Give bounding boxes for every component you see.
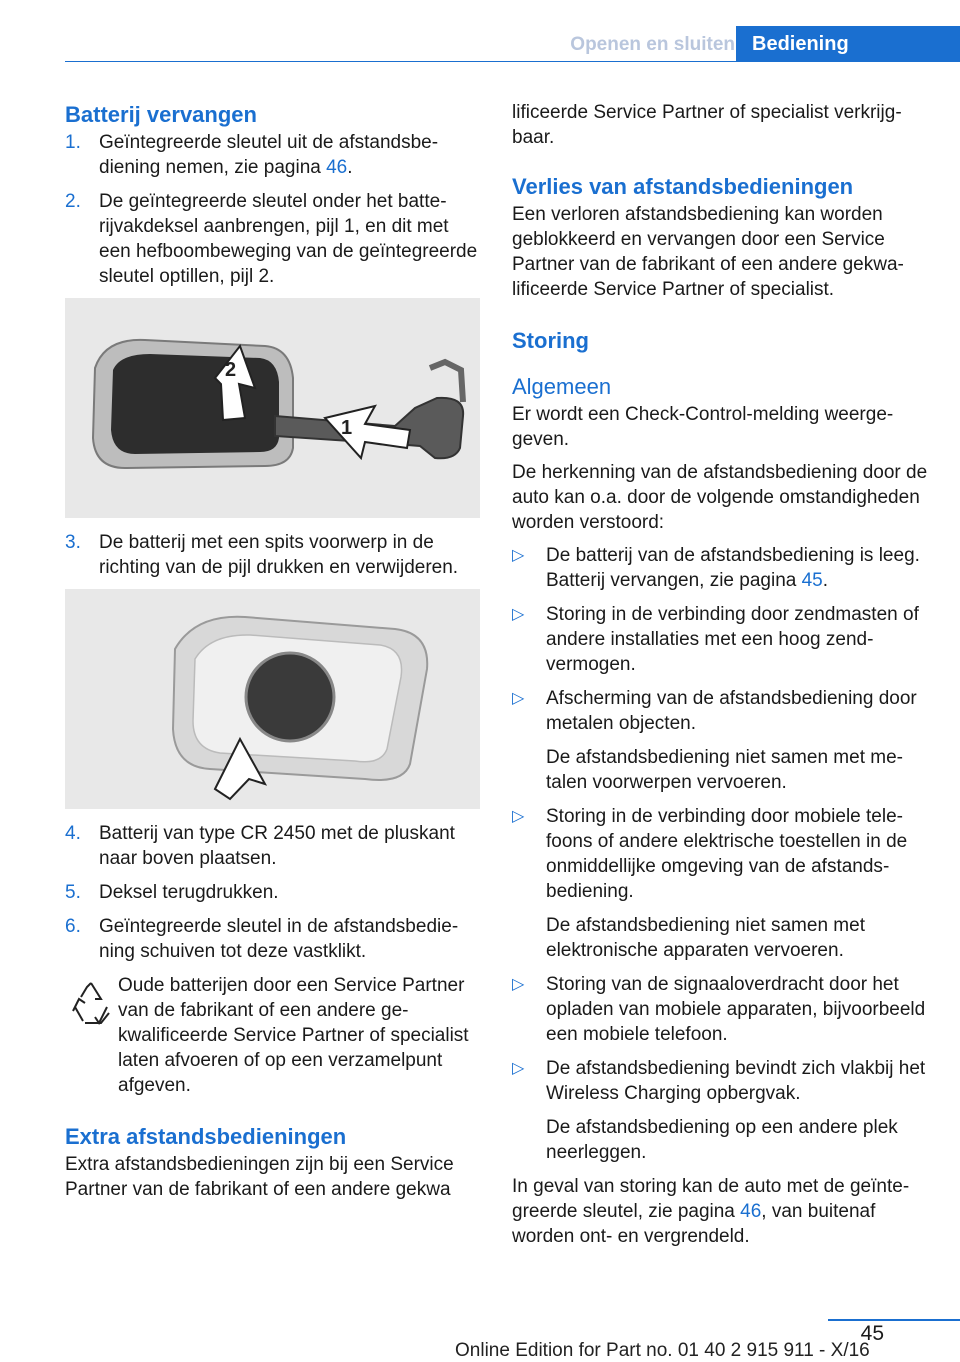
closing-para — [512, 1174, 930, 1249]
bullet-subtext: De afstandsbediening op een andere plek neerleggen. — [546, 1117, 898, 1163]
battery-remove-illustration — [65, 589, 480, 809]
page-header — [0, 0, 960, 62]
steps-list-a — [65, 130, 480, 289]
steps-list-b — [65, 530, 480, 580]
step-text: Batterij van type CR 2450 met de pluskant naar boven plaatsen. — [99, 823, 455, 869]
left-column — [65, 100, 480, 1202]
list-item — [512, 1056, 930, 1165]
step-number: 2. — [65, 191, 81, 212]
step-text: Deksel terugdrukken. — [99, 882, 279, 903]
chapter-tab[interactable]: Bediening — [736, 26, 960, 62]
page-number: 45 — [860, 1322, 884, 1345]
fault-bullet-list — [512, 543, 930, 1165]
recycle-text: Oude batterijen door een Service Partner van de fabrikant of een andere gekwalificeerde Service Partner of specialist laten afvoeren of op een verzamelpunt afgeven. — [118, 975, 469, 1096]
page-link[interactable]: 45 — [801, 570, 823, 591]
triangle-bullet-icon: ▷ — [512, 606, 525, 623]
general-para-2: De herkenning van de afstandsbediening door de auto kan o.a. door de volgende omstandigheden worden verstoord: — [512, 462, 928, 533]
extra-cont-text: lificeerde Service Partner of specialist verkrijgbaar. — [512, 102, 902, 148]
bullet-text: Afscherming van de afstandsbediening door metalen objecten. — [546, 688, 917, 734]
fault-heading: Storing — [512, 328, 589, 353]
closing-text-a: In geval van storing kan de auto met de geïntegreerde sleutel, zie pagina — [512, 1176, 910, 1222]
list-item — [65, 530, 480, 580]
list-item — [65, 821, 480, 871]
step-number: 1. — [65, 132, 81, 153]
triangle-bullet-icon: ▷ — [512, 976, 525, 993]
extra-heading: Extra afstandsbedieningen — [65, 1124, 347, 1149]
closing-text-b: , van buitenaf worden ont- en vergrendeld. — [512, 1201, 876, 1247]
section-title: Openen en sluiten — [570, 34, 735, 55]
header-rule — [65, 61, 736, 62]
recycle-note — [65, 973, 480, 1098]
bullet-subtext: De afstandsbediening niet samen met metalen voorwerpen vervoeren. — [546, 747, 903, 793]
page-link[interactable]: 46 — [326, 157, 348, 178]
figure-key-open — [65, 298, 480, 518]
step-text: De batterij met een spits voorwerp in de richting van de pijl drukken en verwijderen. — [99, 532, 459, 578]
page-footer — [0, 1318, 960, 1362]
step-text: De geïntegreerde sleutel onder het batterijvakdeksel aanbrengen, pijl 1, en dit met een hefboombeweging van de geïntegreerde sleutel optillen, pijl 2. — [99, 191, 478, 287]
list-item — [65, 914, 480, 964]
bullet-text: Storing in de verbinding door zendmasten of andere installaties met een hoog zendvermogen. — [546, 604, 919, 675]
step-text: Geïntegreerde sleutel in de afstandsbediening schuiven tot deze vastklikt. — [99, 916, 459, 962]
extra-text: Extra afstandsbedieningen zijn bij een Service Partner van de fabrikant of een andere gekwa — [65, 1154, 454, 1200]
loss-heading: Verlies van afstandsbedieningen — [512, 174, 854, 199]
page-link[interactable]: 46 — [740, 1201, 762, 1222]
step-number: 5. — [65, 882, 81, 903]
bullet-subtext: De afstandsbediening niet samen met elektronische apparaten vervoeren. — [546, 915, 865, 961]
bullet-text: Storing van de signaaloverdracht door het opladen van mobiele apparaten, bijvoorbeeld een mobiele telefoon. — [546, 974, 926, 1045]
loss-text: Een verloren afstandsbediening kan worden geblokkeerd en vervangen door een Service Partner van de fabrikant of een andere gekwalificeerde Service Partner of specialist. — [512, 204, 904, 300]
right-column — [512, 100, 930, 1249]
list-item — [65, 130, 480, 180]
step-number: 6. — [65, 916, 81, 937]
recycle-icon — [65, 977, 117, 1029]
battery-heading: Batterij vervangen — [65, 102, 257, 127]
figure-battery-remove — [65, 589, 480, 809]
arrow-label-2: 2 — [225, 359, 237, 381]
bullet-text-after: . — [822, 570, 829, 591]
triangle-bullet-icon: ▷ — [512, 808, 525, 825]
list-item — [65, 880, 480, 905]
page-number-rule — [828, 1319, 960, 1321]
steps-list-c — [65, 821, 480, 964]
list-item — [512, 543, 930, 593]
list-item — [512, 972, 930, 1047]
step-text-after: . — [347, 157, 353, 178]
list-item — [512, 686, 930, 795]
bullet-text: De afstandsbediening bevindt zich vlakbij het Wireless Charging opbergvak. — [546, 1058, 926, 1104]
edition-note: Online Edition for Part no. 01 40 2 915 911 - X/16 — [455, 1340, 870, 1361]
general-para-1: Er wordt een Check-Control-melding weergegeven. — [512, 404, 894, 450]
list-item — [512, 602, 930, 677]
step-number: 3. — [65, 532, 81, 553]
list-item — [512, 804, 930, 963]
arrow-label-1: 1 — [341, 417, 353, 439]
triangle-bullet-icon: ▷ — [512, 1060, 525, 1077]
triangle-bullet-icon: ▷ — [512, 547, 525, 564]
bullet-text: Storing in de verbinding door mobiele telefoons of andere elektrische toestellen in de onmiddellijke omgeving van de afstandsbediening. — [546, 806, 908, 902]
general-heading: Algemeen — [512, 374, 612, 399]
list-item — [65, 189, 480, 289]
step-text: Geïntegreerde sleutel uit de afstandsbediening nemen, zie pagina — [99, 132, 439, 178]
triangle-bullet-icon: ▷ — [512, 690, 525, 707]
key-open-illustration — [65, 298, 480, 518]
step-number: 4. — [65, 823, 81, 844]
bullet-text: De batterij van de afstandsbediening is leeg. Batterij vervangen, zie pagina — [546, 545, 920, 591]
